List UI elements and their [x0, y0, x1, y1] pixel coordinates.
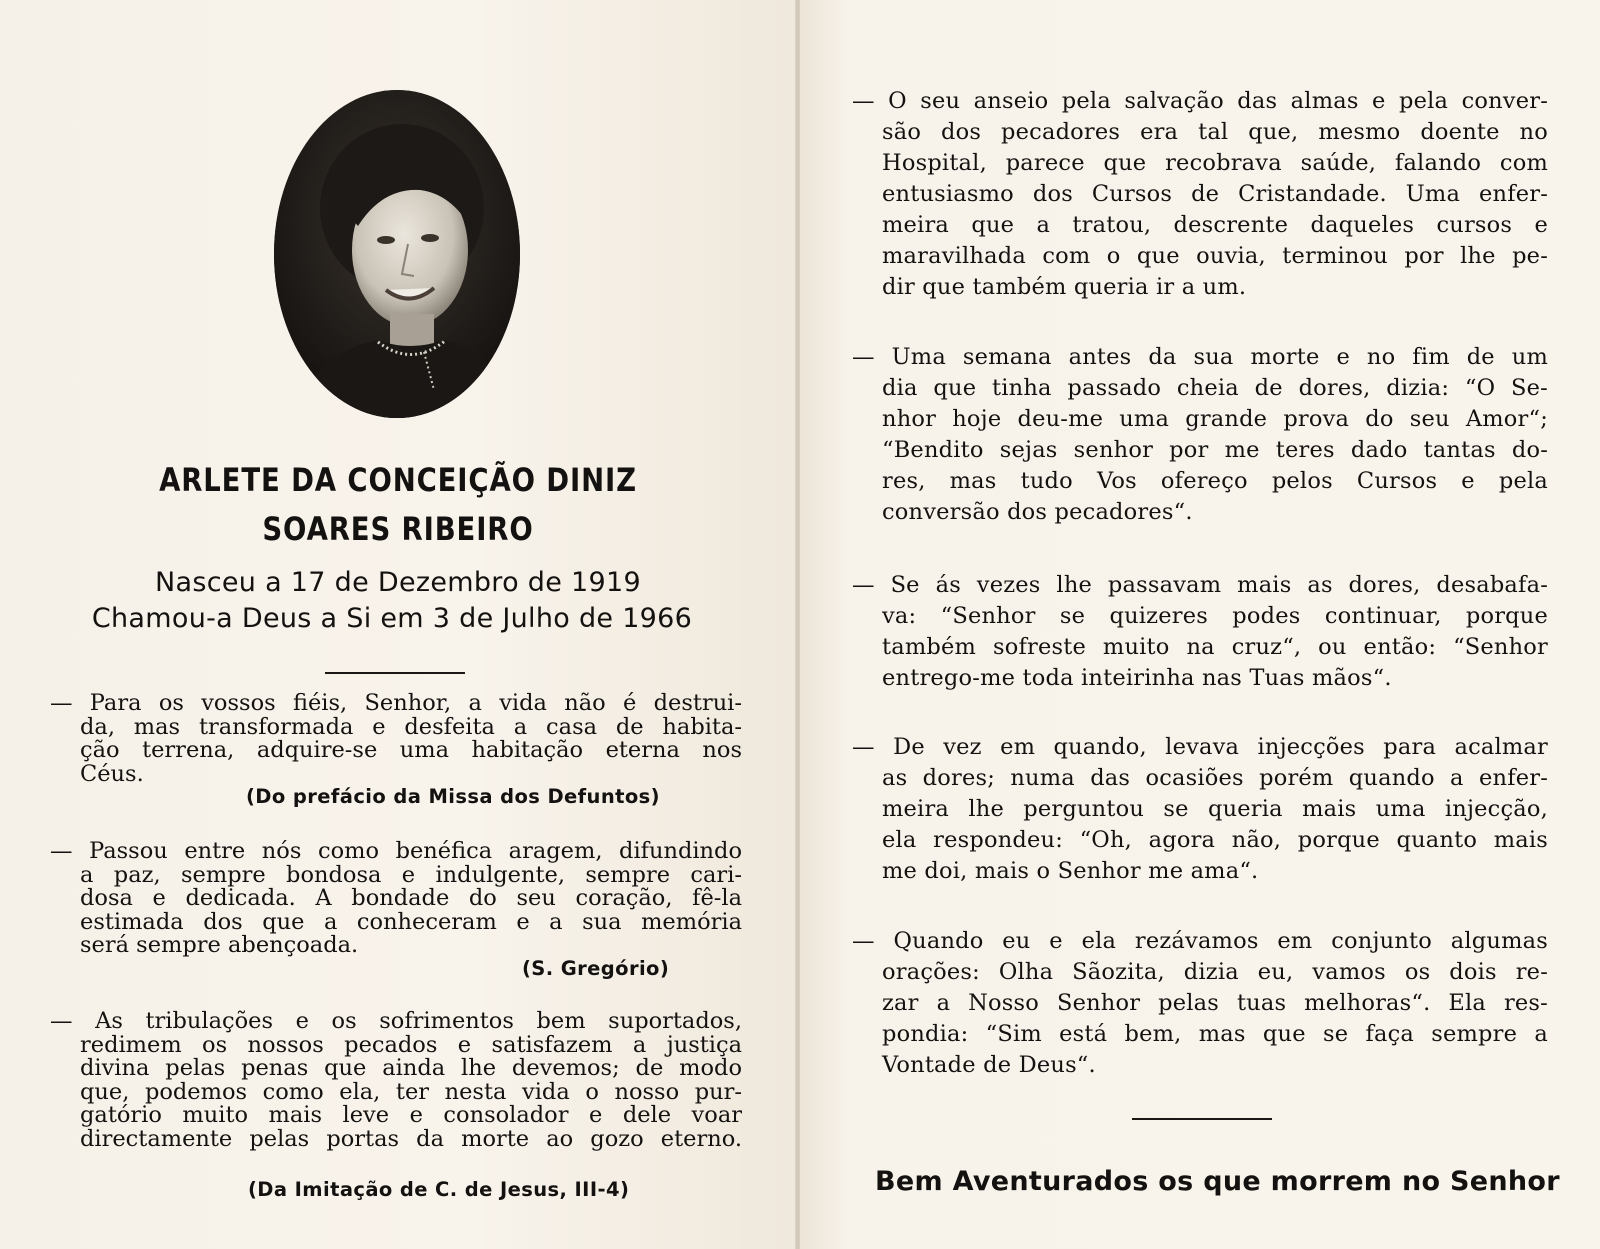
- quote-line: divina pelas penas que ainda lhe devemos; de modo: [80, 1055, 742, 1081]
- quote-line: da, mas transformada e desfeita a casa de habita-: [80, 713, 742, 740]
- quote-line: redimem os nossos pecados e satisfazem a justiça: [80, 1031, 742, 1058]
- deceased-name-line-2: SOARES RIBEIRO: [262, 510, 534, 548]
- testimony-line: va: “Senhor se quizeres podes continuar, porque: [882, 603, 1548, 629]
- testimony-line: — De vez em quando, levava injecções para acalmar: [852, 734, 1548, 760]
- memorial-portrait-photo: [274, 90, 520, 418]
- quote-paragraph: [50, 840, 742, 958]
- quote-paragraph: [50, 1010, 742, 1151]
- testimony-paragraph: [852, 732, 1548, 887]
- testimony-line: ela respondeu: “Oh, agora não, porque quanto mais: [882, 827, 1548, 853]
- death-date: Chamou-a Deus a Si em 3 de Julho de 1966: [91, 603, 693, 634]
- testimony-line: entusiasmo dos Cursos de Cristandade. Uma enfer-: [882, 181, 1548, 207]
- testimony-line: pondia: “Sim está bem, mas que se faça sempre a: [882, 1021, 1548, 1047]
- testimony-line: conversão dos pecadores“.: [882, 499, 1193, 525]
- divider-line: [325, 672, 465, 674]
- quote-line: dosa e dedicada. A bondade do seu coração, fê-la: [80, 885, 742, 911]
- quote-line: — Para os vossos fiéis, Senhor, a vida não é destrui-: [50, 690, 742, 716]
- testimony-line: meira que a tratou, descrente daqueles cursos e: [882, 212, 1548, 238]
- quote-source: (Do prefácio da Missa dos Defuntos): [246, 785, 660, 808]
- testimony-line: entrego-me toda inteirinha nas Tuas mãos“.: [882, 665, 1392, 691]
- closing-beatitude: Bem Aventurados os que morrem no Senhor: [875, 1166, 1560, 1197]
- quote-paragraph: [50, 692, 742, 786]
- testimony-line: Hospital, parece que recobrava saúde, falando com: [882, 150, 1548, 176]
- deceased-name-line-1: ARLETE DA CONCEIÇÃO DINIZ: [159, 461, 637, 499]
- testimony-line: — Quando eu e ela rezávamos em conjunto algumas: [852, 928, 1548, 954]
- testimony-line: “Bendito sejas senhor por me teres dado tantas do-: [882, 437, 1548, 463]
- testimony-line: nhor hoje deu-me uma grande prova do seu Amor“;: [882, 406, 1548, 432]
- testimony-paragraph: [852, 86, 1548, 303]
- testimony-line: orações: Olha Sãozita, dizia eu, vamos os dois re-: [882, 959, 1548, 985]
- quote-line: Céus.: [80, 760, 144, 787]
- testimony-line: res, mas tudo Vos ofereço pelos Cursos e pela: [882, 468, 1548, 494]
- testimony-line: Vontade de Deus“.: [882, 1052, 1096, 1078]
- testimony-paragraph: [852, 570, 1548, 694]
- testimony-line: dia que tinha passado cheia de dores, dizia: “O Se-: [882, 375, 1548, 401]
- divider-line: [1132, 1118, 1272, 1120]
- testimony-line: me doi, mais o Senhor me ama“.: [882, 858, 1259, 884]
- testimony-line: — Se ás vezes lhe passavam mais as dores, desabafa-: [852, 572, 1548, 598]
- testimony-line: dir que também queria ir a um.: [882, 274, 1247, 300]
- quote-line: — As tribulações e os sofrimentos bem suportados,: [50, 1008, 742, 1034]
- quote-line: que, podemos como ela, ter nesta vida o nosso pur-: [80, 1078, 742, 1105]
- testimony-line: as dores; numa das ocasiões porém quando a enfer-: [882, 765, 1548, 791]
- testimony-line: meira lhe perguntou se queria mais uma injecção,: [882, 796, 1548, 822]
- testimony-line: — Uma semana antes da sua morte e no fim de um: [852, 344, 1548, 370]
- quote-line: estimada dos que a conheceram e a sua memória: [80, 908, 742, 935]
- testimony-paragraph: [852, 926, 1548, 1081]
- quote-line: directamente pelas portas da morte ao gozo eterno.: [80, 1125, 742, 1152]
- quote-line: gatório muito mais leve e consolador e dele voar: [80, 1102, 742, 1128]
- quote-source: (S. Gregório): [522, 957, 670, 980]
- testimony-line: maravilhada com o que ouvia, terminou por lhe pe-: [882, 243, 1548, 269]
- birth-date: Nasceu a 17 de Dezembro de 1919: [155, 567, 641, 598]
- testimony-line: também sofreste muito na cruz“, ou então: “Senhor: [882, 634, 1548, 660]
- testimony-paragraph: [852, 342, 1548, 528]
- quote-line: será sempre abençoada.: [80, 932, 359, 958]
- quote-line: ção terrena, adquire-se uma habitação eterna nos: [80, 737, 742, 763]
- left-page: [0, 0, 796, 1249]
- testimony-line: — O seu anseio pela salvação das almas e pela conver-: [852, 88, 1548, 114]
- quote-line: a paz, sempre bondosa e indulgente, sempre cari-: [80, 861, 742, 888]
- testimony-line: são dos pecadores era tal que, mesmo doente no: [882, 119, 1548, 145]
- testimony-line: zar a Nosso Senhor pelas tuas melhoras“. Ela res-: [882, 990, 1548, 1016]
- quote-source: (Da Imitação de C. de Jesus, III-4): [248, 1178, 630, 1201]
- quote-line: — Passou entre nós como benéfica aragem, difundindo: [50, 838, 742, 864]
